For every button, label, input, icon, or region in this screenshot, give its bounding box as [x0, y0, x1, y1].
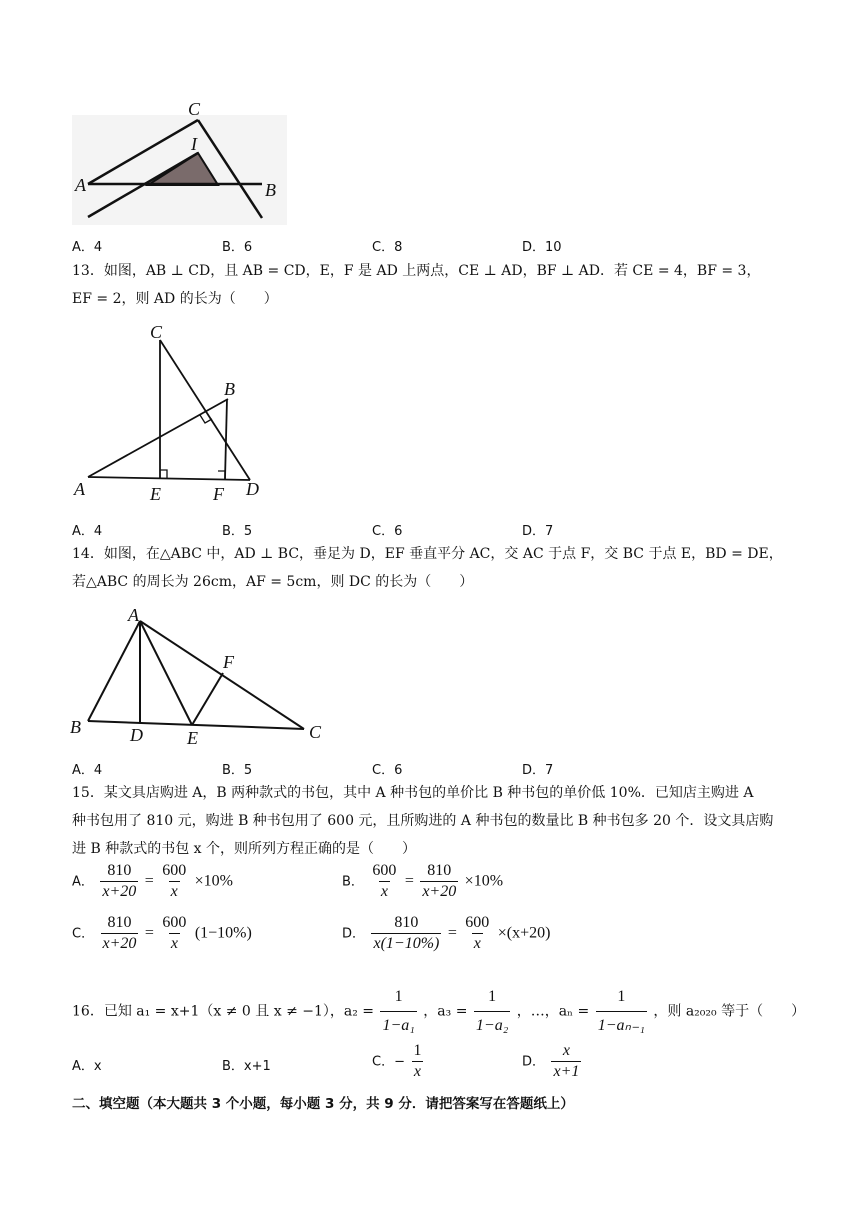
option-label: D． — [522, 1054, 546, 1070]
label-b: B — [70, 717, 81, 737]
denominator: x — [413, 1063, 421, 1080]
q13-option-c[interactable]: C．6 — [372, 524, 403, 539]
fraction — [160, 914, 188, 953]
fraction-a2 — [380, 984, 416, 1039]
right-angle-f — [218, 471, 225, 479]
q14-option-b[interactable]: B．5 — [222, 763, 253, 778]
label-d: D — [130, 725, 143, 745]
fraction — [370, 862, 398, 901]
q15-option-c[interactable] — [72, 914, 252, 953]
q16-option-b[interactable]: B．x+1 — [222, 1059, 271, 1074]
q15-option-a[interactable] — [72, 862, 233, 901]
q12-option-a[interactable]: A．4 — [72, 240, 103, 255]
q15-stem-line1: 15．某文具店购进 A，B 两种款式的书包，其中 A 种书包的单价比 B 种书包的单价低 10%．已知店主购进 A — [72, 785, 754, 801]
fraction — [100, 862, 138, 901]
denominator: 1−aₙ₋₁ — [596, 1011, 647, 1039]
numerator: 600 — [465, 914, 490, 931]
q16-mid1: ，a₃ = — [423, 1003, 468, 1020]
q13-stem-line1: 13．如图，AB ⊥ CD，且 AB = CD，E，F 是 AD 上两点，CE ⊥ AD，BF ⊥ AD．若 CE = 4，BF = 3， — [72, 263, 761, 279]
q12-option-b[interactable]: B．6 — [222, 240, 253, 255]
numerator: 810 — [107, 862, 132, 879]
segment-ef — [192, 673, 223, 725]
q15-stem-line3: 进 B 种款式的书包 x 个，则所列方程正确的是（ ） — [72, 841, 416, 857]
numerator: 1 — [488, 988, 497, 1005]
denominator: x+1 — [553, 1063, 580, 1080]
section-heading-fill-in: 二、填空题（本大题共 3 个小题，每小题 3 分，共 9 分．请把答案写在答题纸上） — [72, 1096, 574, 1112]
label-f: F — [223, 652, 234, 672]
equals: = — [404, 872, 414, 890]
factor: ×10% — [194, 872, 234, 890]
label-a: A — [128, 605, 139, 625]
numerator: 810 — [107, 914, 132, 931]
denominator: x(1−10%) — [373, 935, 440, 952]
equals: = — [144, 924, 154, 942]
option-label: D． — [342, 926, 366, 942]
q14-option-d[interactable]: D．7 — [522, 763, 554, 778]
factor: (1−10%) — [194, 924, 252, 942]
q12-option-c[interactable]: C．8 — [372, 240, 403, 255]
fraction — [463, 914, 491, 953]
numerator: 600 — [372, 862, 397, 879]
numerator: 600 — [162, 914, 187, 931]
numerator: 1 — [617, 988, 626, 1005]
fraction — [420, 862, 458, 901]
label-d: D — [246, 479, 259, 499]
segment-ab — [88, 399, 228, 477]
option-label: B． — [342, 874, 364, 890]
denominator: x — [380, 883, 388, 900]
right-angle-e — [160, 470, 167, 478]
label-c: C — [188, 99, 201, 119]
q14-stem-line1: 14．如图，在△ABC 中，AD ⊥ BC，垂足为 D，EF 垂直平分 AC，交 AC 于点 F，交 BC 于点 E，BD = DE， — [72, 546, 783, 562]
q15-option-d[interactable] — [342, 914, 550, 953]
q14-figure — [66, 605, 336, 750]
denominator: 1−a₂ — [474, 1011, 510, 1039]
q12-figure — [70, 95, 300, 230]
numerator: x — [562, 1042, 570, 1059]
q14-option-c[interactable]: C．6 — [372, 763, 403, 778]
denominator: x+20 — [422, 883, 457, 900]
q13-stem-line2: EF = 2，则 AD 的长为（ ） — [72, 291, 278, 307]
denominator: x — [473, 935, 481, 952]
fraction — [160, 862, 188, 901]
label-i: I — [191, 134, 197, 154]
q13-option-a[interactable]: A．4 — [72, 524, 103, 539]
label-c: C — [309, 722, 322, 742]
equals: = — [144, 872, 154, 890]
option-label: C．− — [372, 1054, 405, 1070]
label-e: E — [150, 484, 161, 504]
fraction-an — [596, 984, 647, 1039]
numerator: 810 — [394, 914, 419, 931]
label-c: C — [150, 322, 163, 342]
q13-option-b[interactable]: B．5 — [222, 524, 253, 539]
numerator: 1 — [413, 1042, 422, 1059]
segment-bf — [225, 399, 227, 479]
segment-ab — [88, 621, 140, 721]
label-a: A — [74, 479, 85, 499]
fraction — [101, 914, 139, 953]
numerator: 600 — [162, 862, 187, 879]
segment-cd — [160, 340, 250, 480]
q14-option-a[interactable]: A．4 — [72, 763, 103, 778]
numerator: 1 — [394, 988, 403, 1005]
segment-ae — [140, 621, 192, 725]
label-e: E — [187, 728, 198, 748]
fraction-a3 — [474, 984, 510, 1039]
q16-option-c[interactable] — [372, 1042, 425, 1081]
denominator: 1−a₁ — [380, 1011, 416, 1039]
label-b: B — [265, 180, 276, 200]
q16-option-d[interactable] — [522, 1042, 583, 1081]
q16-stem — [72, 984, 805, 1039]
denominator: x+20 — [102, 883, 137, 900]
fraction — [551, 1042, 581, 1081]
q16-prefix: 16．已知 a₁ = x+1（x ≠ 0 且 x ≠ −1），a₂ = — [72, 1003, 375, 1020]
label-a: A — [75, 175, 86, 195]
factor: ×(x+20) — [497, 924, 551, 942]
q16-option-a[interactable]: A．x — [72, 1059, 102, 1074]
denominator: x — [170, 883, 178, 900]
q14-stem-line2: 若△ABC 的周长为 26cm，AF = 5cm，则 DC 的长为（ ） — [72, 574, 474, 590]
denominator: x+20 — [102, 935, 137, 952]
q13-option-d[interactable]: D．7 — [522, 524, 554, 539]
option-label: A． — [72, 874, 94, 890]
fraction — [371, 914, 441, 953]
q16-suffix: ，则 a₂₀₂₀ 等于（ ） — [653, 1003, 806, 1020]
q15-stem-line2: 种书包用了 810 元，购进 B 种书包用了 600 元，且所购进的 A 种书包的数量比 B 种书包多 20 个．设文具店购 — [72, 813, 774, 829]
q16-mid2: ，…，aₙ = — [516, 1003, 590, 1020]
q15-option-b[interactable] — [342, 862, 503, 901]
option-label: C． — [72, 926, 95, 942]
label-f: F — [213, 484, 224, 504]
factor: ×10% — [464, 872, 504, 890]
q13-figure — [70, 320, 280, 505]
denominator: x — [170, 935, 178, 952]
label-b: B — [224, 379, 235, 399]
q12-option-d[interactable]: D．10 — [522, 240, 562, 255]
fraction — [411, 1042, 423, 1081]
equals: = — [447, 924, 457, 942]
numerator: 810 — [427, 862, 452, 879]
